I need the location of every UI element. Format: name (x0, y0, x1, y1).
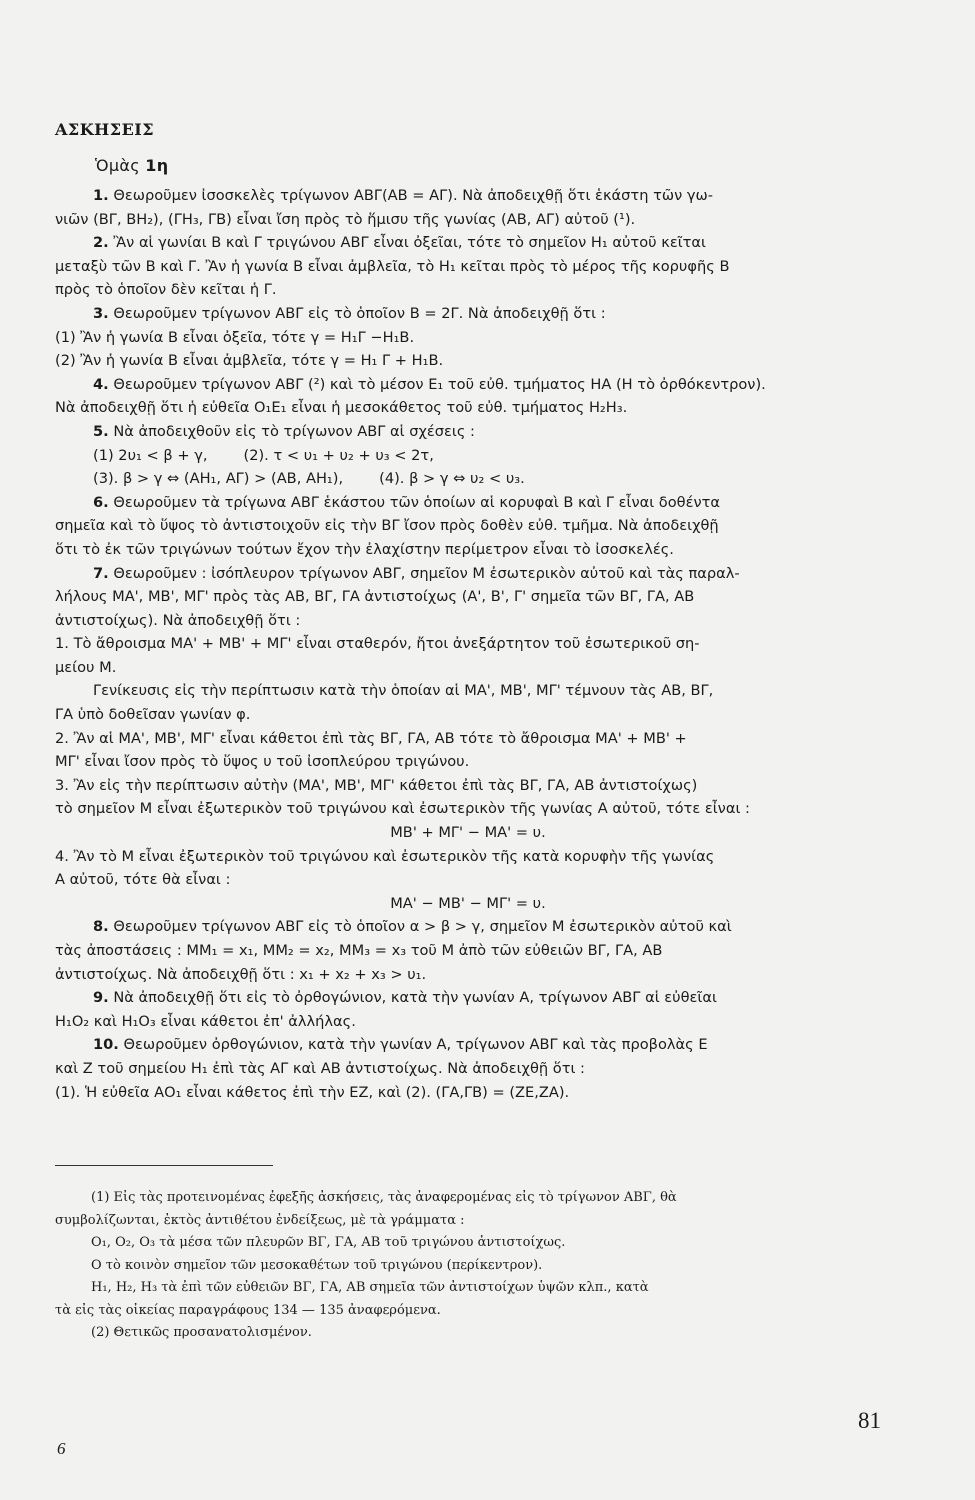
text-line (55, 892, 881, 916)
line-text: Θεωροῦμεν ἰσοσκελὲς τρίγωνον ΑΒΓ(ΑΒ = ΑΓ). Νὰ ἀποδειχθῇ ὅτι ἑκάστη τῶν γω- (108, 187, 714, 204)
text-line (55, 208, 881, 232)
text-line (55, 514, 881, 538)
exercise-number: 8. (93, 918, 109, 936)
footnote-line: (1) Εἰς τὰς προτεινομένας ἐφεξῆς ἀσκήσεις, τὰς ἀναφερομένας εἰς τὸ τρίγωνον ΑΒΓ, θὰ (91, 1190, 677, 1205)
text-line (55, 585, 881, 609)
line-text: καὶ Ζ τοῦ σημείου Η₁ ἐπὶ τὰς ΑΓ καὶ ΑΒ ἀντιστοίχως. Νὰ ἀποδειχθῇ ὅτι : (55, 1059, 585, 1077)
line-text: Θεωροῦμεν τρίγωνον ΑΒΓ εἰς τὸ ὁποῖον Β = 2Γ. Νὰ ἀποδειχθῇ ὅτι : (108, 304, 606, 322)
line-text: Α αὐτοῦ, τότε θὰ εἶναι : (55, 871, 231, 889)
exercise-number: 1. (93, 187, 109, 204)
exercise-start-line (55, 373, 881, 397)
text-line (55, 656, 881, 680)
footnotes (55, 1187, 881, 1345)
line-text: ἀντιστοίχως. Νὰ ἀποδειχθῇ ὅτι : x₁ + x₂ + x₃ > υ₁. (55, 965, 427, 983)
relation: (2). τ < υ₁ + υ₂ + υ₃ < 2τ, (243, 446, 434, 464)
line-text: 3. Ἂν εἰς τὴν περίπτωσιν αὐτὴν (ΜΑ', ΜΒ', ΜΓ' κάθετοι ἐπὶ τὰς ΒΓ, ΓΑ, ΑΒ ἀντιστοίχως) (55, 776, 698, 794)
exercise-start-line (55, 1033, 881, 1057)
line-text: Θεωροῦμεν τὰ τρίγωνα ΑΒΓ ἑκάστου τῶν ὁποίων αἱ κορυφαὶ Β καὶ Γ εἶναι δοθέντα (108, 493, 721, 511)
line-text: ΜΑ' − ΜΒ' − ΜΓ' = υ. (390, 894, 546, 912)
equation-line (55, 467, 881, 491)
text-line (55, 679, 881, 703)
footnote-line: Η₁, Η₂, Η₃ τὰ ἐπὶ τῶν εὐθειῶν ΒΓ, ΓΑ, ΑΒ σημεῖα τῶν ἀντιστοίχων ὑψῶν κλπ., κατὰ (91, 1280, 649, 1295)
line-text: (1) Ἂν ἡ γωνία Β εἶναι ὀξεῖα, τότε γ = Η₁Γ −Η₁Β. (55, 328, 415, 346)
footnote-line: Ο₁, Ο₂, Ο₃ τὰ μέσα τῶν πλευρῶν ΒΓ, ΓΑ, ΑΒ τοῦ τριγώνου ἀντιστοίχως. (91, 1235, 566, 1250)
relation: (4). β > γ ⇔ υ₂ < υ₃. (379, 470, 525, 488)
text-line (55, 632, 881, 656)
exercise-start-line (55, 562, 881, 586)
relation: (1) 2υ₁ < β + γ, (93, 446, 208, 464)
text-line (55, 703, 881, 727)
line-text: Θεωροῦμεν : ἰσόπλευρον τρίγωνον ΑΒΓ, σημεῖον Μ ἐσωτερικὸν αὐτοῦ καὶ τὰς παραλ- (108, 564, 740, 582)
line-text: πρὸς τὸ ὁποῖον δὲν κεῖται ἡ Γ. (55, 281, 277, 299)
text-line (55, 1081, 881, 1105)
line-text: Νὰ ἀποδειχθῇ ὅτι ἡ εὐθεῖα Ο₁Ε₁ εἶναι ἡ μεσοκάθετος τοῦ εὐθ. τμήματος Η₂Η₃. (55, 399, 628, 417)
text-line (55, 278, 881, 302)
line-text: Η₁Ο₂ καὶ Η₁Ο₃ εἶναι κάθετοι ἐπ' ἀλλήλας. (55, 1012, 356, 1030)
text-line (55, 845, 881, 869)
exercise-start-line (55, 302, 881, 326)
section-heading: ΑΣΚΗΣΕΙΣ (55, 120, 155, 139)
text-line (55, 727, 881, 751)
exercise-start-line (55, 915, 881, 939)
group-number: 1η (145, 156, 169, 175)
footnote-line: τὰ εἰς τὰς οἰκείας παραγράφους 134 — 135 ἀναφερόμενα. (55, 1302, 441, 1318)
signature-mark: 6 (57, 1439, 66, 1458)
line-text: μείου Μ. (55, 658, 117, 676)
text-line (55, 750, 881, 774)
text-line (55, 821, 881, 845)
exercise-number: 4. (93, 375, 109, 393)
exercise-number: 9. (93, 989, 109, 1007)
line-text: (1). Ἡ εὐθεῖα ΑΟ₁ εἶναι κάθετος ἐπὶ τὴν ΕΖ, καὶ (2). (ΓΑ,ΓΒ) = (ΖΕ,ΖΑ). (55, 1083, 570, 1101)
line-text: ὅτι τὸ ἐκ τῶν τριγώνων τούτων ἔχον τὴν ἐλαχίστην περίμετρον εἶναι τὸ ἰσοσκελές. (55, 540, 674, 558)
line-text: 2. Ἂν αἱ ΜΑ', ΜΒ', ΜΓ' εἶναι κάθετοι ἐπὶ τὰς ΒΓ, ΓΑ, ΑΒ τότε τὸ ἄθροισμα ΜΑ' + ΜΒ' + (55, 729, 687, 747)
exercise-number: 6. (93, 493, 109, 511)
footnote-rule (55, 1165, 273, 1166)
line-text: Νὰ ἀποδειχθῇ ὅτι εἰς τὸ ὀρθογώνιον, κατὰ τὴν γωνίαν Α, τρίγωνον ΑΒΓ αἱ εὐθεῖαι (108, 989, 717, 1007)
text-line (55, 774, 881, 798)
line-text: Θεωροῦμεν τρίγωνον ΑΒΓ (²) καὶ τὸ μέσον Ε₁ τοῦ εὐθ. τμήματος ΗΑ (Η τὸ ὀρθόκεντρον). (108, 375, 766, 393)
line-text: μεταξὺ τῶν Β καὶ Γ. Ἂν ἡ γωνία Β εἶναι ἀμβλεῖα, τὸ Η₁ κεῖται πρὸς τὸ μέρος τῆς κορυφῆς Β (55, 257, 730, 275)
line-text: λήλους ΜΑ', ΜΒ', ΜΓ' πρὸς τὰς ΑΒ, ΒΓ, ΓΑ ἀντιστοίχως (Α', Β', Γ' σημεῖα τῶν ΒΓ, ΓΑ, ΑΒ (55, 588, 695, 606)
text-line (55, 868, 881, 892)
footnote-line: (2) Θετικῶς προσανατολισμένον. (91, 1325, 312, 1340)
line-text: νιῶν (ΒΓ, ΒΗ₂), (ΓΗ₃, ΓΒ) εἶναι ἴση πρὸς τὸ ἥμισυ τῆς γωνίας (ΑΒ, ΑΓ) αὐτοῦ (¹). (55, 210, 636, 228)
line-text: (2) Ἂν ἡ γωνία Β εἶναι ἀμβλεῖα, τότε γ = Η₁ Γ + Η₁Β. (55, 352, 444, 370)
footnote-line: Ο τὸ κοινὸν σημεῖον τῶν μεσοκαθέτων τοῦ τριγώνου (περίκεντρον). (91, 1257, 543, 1273)
line-text: Θεωροῦμεν τρίγωνον ΑΒΓ εἰς τὸ ὁποῖον α > β > γ, σημεῖον Μ ἐσωτερικὸν αὐτοῦ καὶ (108, 918, 732, 936)
line-text: 4. Ἂν τὸ Μ εἶναι ἐξωτερικὸν τοῦ τριγώνου καὶ ἐσωτερικὸν τῆς κατὰ κορυφὴν τῆς γωνίας (55, 847, 715, 865)
line-text: 1. Τὸ ἄθροισμα ΜΑ' + ΜΒ' + ΜΓ' εἶναι σταθερόν, ἤτοι ἀνεξάρτητον τοῦ ἐσωτερικοῦ ση- (55, 635, 700, 653)
exercise-start-line (55, 986, 881, 1010)
text-line (55, 326, 881, 350)
line-text: Νὰ ἀποδειχθοῦν εἰς τὸ τρίγωνον ΑΒΓ αἱ σχέσεις : (108, 422, 475, 440)
exercise-list (55, 184, 881, 1104)
line-text: ΜΒ' + ΜΓ' − ΜΑ' = υ. (390, 824, 546, 842)
line-text: ΜΓ' εἶναι ἴσον πρὸς τὸ ὕψος υ τοῦ ἰσοπλεύρου τριγώνου. (55, 753, 470, 771)
text-line (55, 538, 881, 562)
footnote-line: συμβολίζωνται, ἐκτὸς ἀντιθέτου ἐνδείξεως, μὲ τὰ γράμματα : (55, 1212, 465, 1228)
group-label: Ὁμὰς (95, 156, 140, 175)
text-line (55, 396, 881, 420)
line-text: Γενίκευσις εἰς τὴν περίπτωσιν κατὰ τὴν ὁποίαν αἱ ΜΑ', ΜΒ', ΜΓ' τέμνουν τὰς ΑΒ, ΒΓ, (93, 682, 714, 700)
exercise-start-line (55, 184, 881, 208)
exercise-start-line (55, 491, 881, 515)
text-line (55, 963, 881, 987)
text-line (55, 797, 881, 821)
text-line (55, 349, 881, 373)
line-text: τὸ σημεῖον Μ εἶναι ἐξωτερικὸν τοῦ τριγώνου καὶ ἐσωτερικὸν τῆς γωνίας Α αὐτοῦ, τότε εἶναι : (55, 800, 750, 818)
text-line (55, 609, 881, 633)
exercise-start-line (55, 420, 881, 444)
exercise-number: 2. (93, 234, 109, 252)
equation-line (55, 444, 881, 468)
line-text: σημεῖα καὶ τὸ ὕψος τὸ ἀντιστοιχοῦν εἰς τὴν ΒΓ ἴσον πρὸς δοθὲν εὐθ. τμῆμα. Νὰ ἀποδειχθῇ (55, 517, 719, 535)
exercise-number: 7. (93, 564, 109, 582)
text-line (55, 939, 881, 963)
text-line (55, 1010, 881, 1034)
line-text: ΓΑ ὑπὸ δοθεῖσαν γωνίαν φ. (55, 706, 251, 724)
exercise-number: 10. (93, 1036, 119, 1054)
text-line (55, 1057, 881, 1081)
relation: (3). β > γ ⇔ (ΑΗ₁, ΑΓ) > (ΑΒ, ΑΗ₁), (93, 470, 344, 488)
exercise-number: 5. (93, 422, 109, 440)
line-text: τὰς ἀποστάσεις : ΜΜ₁ = x₁, ΜΜ₂ = x₂, ΜΜ₃ = x₃ τοῦ Μ ἀπὸ τῶν εὐθειῶν ΒΓ, ΓΑ, ΑΒ (55, 942, 663, 959)
line-text: ἀντιστοίχως). Νὰ ἀποδειχθῇ ὅτι : (55, 611, 301, 629)
exercise-number: 3. (93, 304, 109, 322)
exercise-start-line (55, 231, 881, 255)
page-number: 81 (858, 1408, 881, 1433)
group-heading (95, 156, 168, 175)
text-line (55, 255, 881, 279)
line-text: Ἂν αἱ γωνίαι Β καὶ Γ τριγώνου ΑΒΓ εἶναι ὀξεῖαι, τότε τὸ σημεῖον Η₁ αὐτοῦ κεῖται (108, 234, 706, 252)
line-text: Θεωροῦμεν ὀρθογώνιον, κατὰ τὴν γωνίαν Α, τρίγωνον ΑΒΓ καὶ τὰς προβολὰς Ε (118, 1036, 708, 1054)
